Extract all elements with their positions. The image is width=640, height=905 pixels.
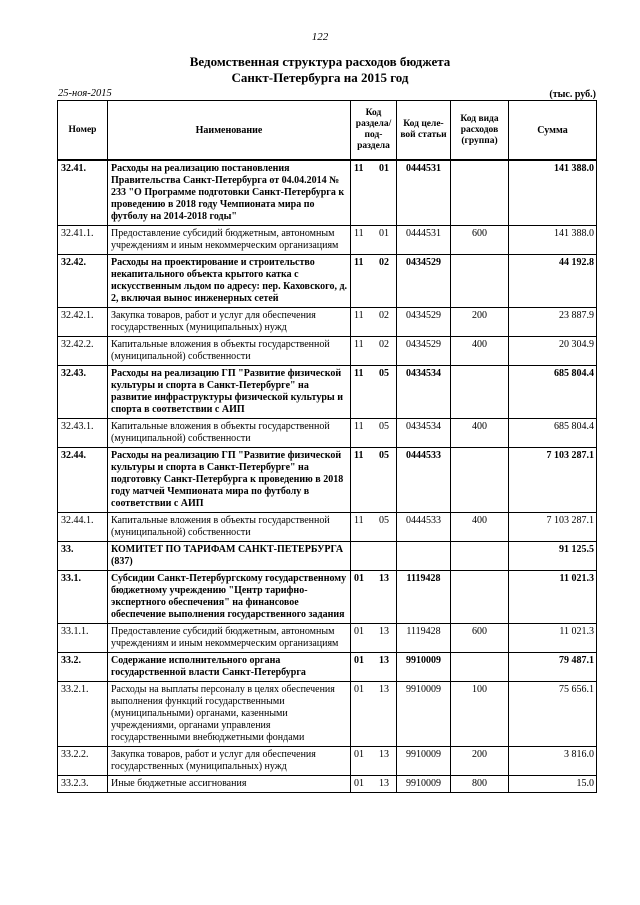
row-sum: 141 388.0 (509, 226, 597, 255)
row-section-code (351, 682, 397, 747)
row-sum: 79 487.1 (509, 653, 597, 682)
row-name: Капитальные вложения в объекты государственной (муниципальной) собственности (108, 337, 351, 366)
subsection-code: 02 (379, 339, 389, 350)
title-line-2: Санкт-Петербурга на 2015 год (231, 70, 409, 85)
row-name: Капитальные вложения в объекты государственной (муниципальной) собственности (108, 513, 351, 542)
row-target-code: 9910009 (397, 776, 451, 793)
row-name: Содержание исполнительного органа государственной власти Санкт-Петербурга (108, 653, 351, 682)
header-name: Наименование (108, 101, 351, 161)
row-sum: 20 304.9 (509, 337, 597, 366)
row-sum: 11 021.3 (509, 624, 597, 653)
section-code: 01 (354, 778, 364, 789)
row-sum: 44 192.8 (509, 255, 597, 308)
row-target-code: 1119428 (397, 571, 451, 624)
table-body (58, 160, 597, 793)
table-row (58, 682, 597, 747)
row-target-code: 0444533 (397, 513, 451, 542)
section-code: 11 (354, 228, 364, 239)
row-expense-type (451, 366, 509, 419)
row-section-code (351, 747, 397, 776)
row-section-code (351, 776, 397, 793)
subsection-code: 05 (379, 515, 389, 526)
section-code: 01 (354, 749, 364, 760)
row-target-code: 9910009 (397, 747, 451, 776)
section-code: 11 (354, 163, 364, 174)
row-sum: 7 103 287.1 (509, 448, 597, 513)
row-section-code (351, 255, 397, 308)
row-number: 32.43.1. (58, 419, 108, 448)
row-section-code (351, 513, 397, 542)
row-target-code: 9910009 (397, 682, 451, 747)
row-name: Закупка товаров, работ и услуг для обеспечения государственных (муниципальных) нужд (108, 308, 351, 337)
row-expense-type: 400 (451, 513, 509, 542)
row-expense-type: 600 (451, 624, 509, 653)
row-target-code: 0434534 (397, 419, 451, 448)
page-title (0, 54, 640, 86)
row-target-code: 0444531 (397, 160, 451, 226)
row-number: 32.43. (58, 366, 108, 419)
row-section-code (351, 542, 397, 571)
row-section-code (351, 160, 397, 226)
row-section-code (351, 366, 397, 419)
row-expense-type: 200 (451, 308, 509, 337)
row-target-code: 1119428 (397, 624, 451, 653)
title-line-1: Ведомственная структура расходов бюджета (189, 54, 451, 69)
table-row (58, 624, 597, 653)
row-expense-type: 800 (451, 776, 509, 793)
row-target-code: 0444533 (397, 448, 451, 513)
row-target-code: 0434529 (397, 337, 451, 366)
row-target-code: 0434529 (397, 308, 451, 337)
section-code: 11 (354, 421, 364, 432)
row-sum: 15.0 (509, 776, 597, 793)
table-row (58, 542, 597, 571)
row-expense-type: 600 (451, 226, 509, 255)
table-row (58, 747, 597, 776)
section-code: 01 (354, 626, 364, 637)
row-target-code: 0444531 (397, 226, 451, 255)
units-label: (тыс. руб.) (549, 89, 596, 100)
row-number: 33. (58, 542, 108, 571)
row-section-code (351, 419, 397, 448)
row-target-code: 0434534 (397, 366, 451, 419)
row-number: 33.2.1. (58, 682, 108, 747)
subsection-code: 13 (379, 626, 389, 637)
row-expense-type: 200 (451, 747, 509, 776)
row-sum: 91 125.5 (509, 542, 597, 571)
section-code: 01 (354, 655, 364, 666)
table-row (58, 337, 597, 366)
row-name: Закупка товаров, работ и услуг для обеспечения государственных (муниципальных) нужд (108, 747, 351, 776)
row-section-code (351, 624, 397, 653)
row-section-code (351, 308, 397, 337)
row-number: 32.41. (58, 160, 108, 226)
row-sum: 75 656.1 (509, 682, 597, 747)
row-sum: 685 804.4 (509, 366, 597, 419)
row-expense-type: 100 (451, 682, 509, 747)
table-row (58, 419, 597, 448)
row-expense-type (451, 448, 509, 513)
table-row (58, 255, 597, 308)
section-code: 01 (354, 684, 364, 695)
section-code: 11 (354, 368, 364, 379)
table-row (58, 448, 597, 513)
row-expense-type (451, 542, 509, 571)
row-name: Расходы на реализацию ГП "Развитие физической культуры и спорта в Санкт-Петербурге" на развитие инфраструктуры физической культуры и спорта в соответствии с АИП (108, 366, 351, 419)
row-sum: 7 103 287.1 (509, 513, 597, 542)
row-expense-type (451, 571, 509, 624)
row-target-code: 9910009 (397, 653, 451, 682)
row-name: Предоставление субсидий бюджетным, автономным учреждениям и иным некоммерческим организациям (108, 226, 351, 255)
header-number: Номер (58, 101, 108, 161)
subsection-code: 01 (379, 163, 389, 174)
subsection-code: 05 (379, 421, 389, 432)
subsection-code: 13 (379, 684, 389, 695)
section-code: 11 (354, 450, 364, 461)
row-number: 33.2.3. (58, 776, 108, 793)
table-row (58, 653, 597, 682)
row-target-code (397, 542, 451, 571)
row-sum: 685 804.4 (509, 419, 597, 448)
row-number: 32.44.1. (58, 513, 108, 542)
row-number: 32.42.2. (58, 337, 108, 366)
table-row (58, 226, 597, 255)
section-code: 11 (354, 339, 364, 350)
row-name: Иные бюджетные ассигнования (108, 776, 351, 793)
table-row (58, 366, 597, 419)
row-section-code (351, 653, 397, 682)
row-sum: 11 021.3 (509, 571, 597, 624)
row-section-code (351, 448, 397, 513)
header-expense-type: Код вида расходов (группа) (451, 101, 509, 161)
subsection-code: 13 (379, 655, 389, 666)
row-expense-type: 400 (451, 337, 509, 366)
row-number: 33.2.2. (58, 747, 108, 776)
row-name: КОМИТЕТ ПО ТАРИФАМ САНКТ-ПЕТЕРБУРГА (837) (108, 542, 351, 571)
row-number: 33.2. (58, 653, 108, 682)
header-target-code: Код целе- вой статьи (397, 101, 451, 161)
row-sum: 3 816.0 (509, 747, 597, 776)
row-sum: 23 887.9 (509, 308, 597, 337)
document-date: 25-ноя-2015 (58, 88, 112, 99)
subsection-code: 01 (379, 228, 389, 239)
table-row (58, 776, 597, 793)
row-name: Расходы на реализацию постановления Правительства Санкт-Петербурга от 04.04.2014 № 233 "О Программе подготовки Санкт-Петербурга к проведению в 2018 году Чемпионата мира по футболу на 2014-2018 годы" (108, 160, 351, 226)
table-header-row (58, 101, 597, 161)
row-name: Расходы на выплаты персоналу в целях обеспечения выполнения функций государственными (муниципальными) органами, казенными учреждениями, органами управления государственными внебюджетными фондами (108, 682, 351, 747)
subsection-code: 13 (379, 573, 389, 584)
row-number: 32.42.1. (58, 308, 108, 337)
table-row (58, 160, 597, 226)
row-number: 32.42. (58, 255, 108, 308)
header-section-code: Код раздела/ под- раздела (351, 101, 397, 161)
row-sum: 141 388.0 (509, 160, 597, 226)
section-code: 11 (354, 257, 364, 268)
page-number: 122 (311, 31, 329, 43)
row-section-code (351, 337, 397, 366)
subsection-code: 05 (379, 450, 389, 461)
section-code: 11 (354, 515, 364, 526)
row-target-code: 0434529 (397, 255, 451, 308)
subsection-code: 02 (379, 310, 389, 321)
row-name: Капитальные вложения в объекты государственной (муниципальной) собственности (108, 419, 351, 448)
table-row (58, 308, 597, 337)
budget-table (57, 100, 597, 793)
table-row (58, 513, 597, 542)
section-code: 01 (354, 573, 364, 584)
header-sum: Сумма (509, 101, 597, 161)
row-name: Предоставление субсидий бюджетным, автономным учреждениям и иным некоммерческим организациям (108, 624, 351, 653)
row-name: Расходы на проектирование и строительство некапитального объекта крытого катка с искусственным льдом по адресу: пер. Каховского, д. 2, включая вынос инженерных сетей (108, 255, 351, 308)
row-expense-type: 400 (451, 419, 509, 448)
row-name: Расходы на реализацию ГП "Развитие физической культуры и спорта в Санкт-Петербурге" на подготовку Санкт-Петербурга к проведению в 2018 году матчей Чемпионата мира по футболу в соответствии с АИП (108, 448, 351, 513)
row-number: 33.1. (58, 571, 108, 624)
row-name: Субсидии Санкт-Петербургскому государственному бюджетному учреждению "Центр тарифно-экспертного обеспечения" на финансовое обеспечение выполнения государственного задания (108, 571, 351, 624)
subsection-code: 13 (379, 749, 389, 760)
subsection-code: 13 (379, 778, 389, 789)
row-section-code (351, 226, 397, 255)
row-expense-type (451, 160, 509, 226)
row-number: 32.44. (58, 448, 108, 513)
subsection-code: 05 (379, 368, 389, 379)
row-number: 33.1.1. (58, 624, 108, 653)
table-row (58, 571, 597, 624)
section-code: 11 (354, 310, 364, 321)
row-section-code (351, 571, 397, 624)
row-number: 32.41.1. (58, 226, 108, 255)
subsection-code: 02 (379, 257, 389, 268)
row-expense-type (451, 653, 509, 682)
row-expense-type (451, 255, 509, 308)
